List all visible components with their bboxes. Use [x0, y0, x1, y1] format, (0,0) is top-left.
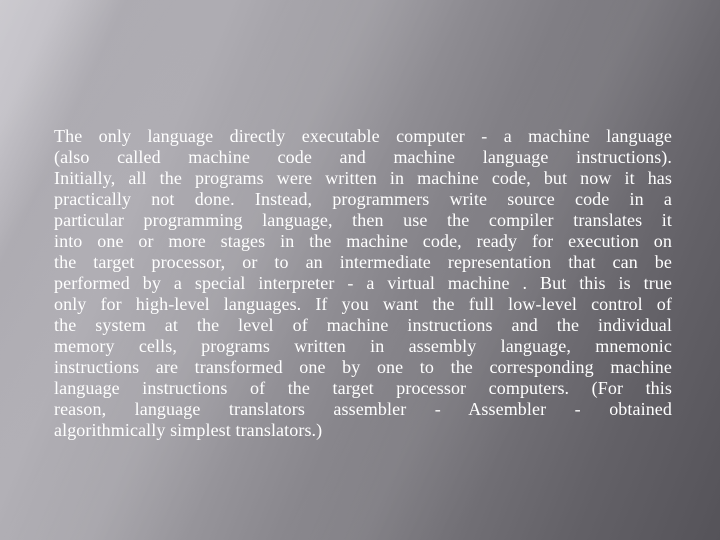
- text-line: only for high-level languages. If you want the full low-level control of: [54, 294, 672, 314]
- text-line: performed by a special interpreter - a virtual machine . But this is true: [54, 273, 672, 293]
- text-line: particular programming language, then use the compiler translates it: [54, 210, 672, 230]
- text-line: into one or more stages in the machine code, ready for execution on: [54, 231, 672, 251]
- text-line: The only language directly executable computer - a machine language: [54, 126, 672, 146]
- text-line: memory cells, programs written in assembly language, mnemonic: [54, 336, 672, 356]
- text-line: instructions are transformed one by one to the corresponding machine: [54, 357, 672, 377]
- text-line: the system at the level of machine instructions and the individual: [54, 315, 672, 335]
- text-line: the target processor, or to an intermediate representation that can be: [54, 252, 672, 272]
- text-line: language instructions of the target processor computers. (For this: [54, 378, 672, 398]
- text-line: (also called machine code and machine language instructions).: [54, 147, 672, 167]
- text-line: algorithmically simplest translators.): [54, 420, 323, 440]
- text-line: practically not done. Instead, programmers write source code in a: [54, 189, 672, 209]
- slide-body-text: [54, 126, 672, 441]
- text-line: Initially, all the programs were written in machine code, but now it has: [54, 168, 672, 188]
- text-line: reason, language translators assembler - Assembler - obtained: [54, 399, 672, 419]
